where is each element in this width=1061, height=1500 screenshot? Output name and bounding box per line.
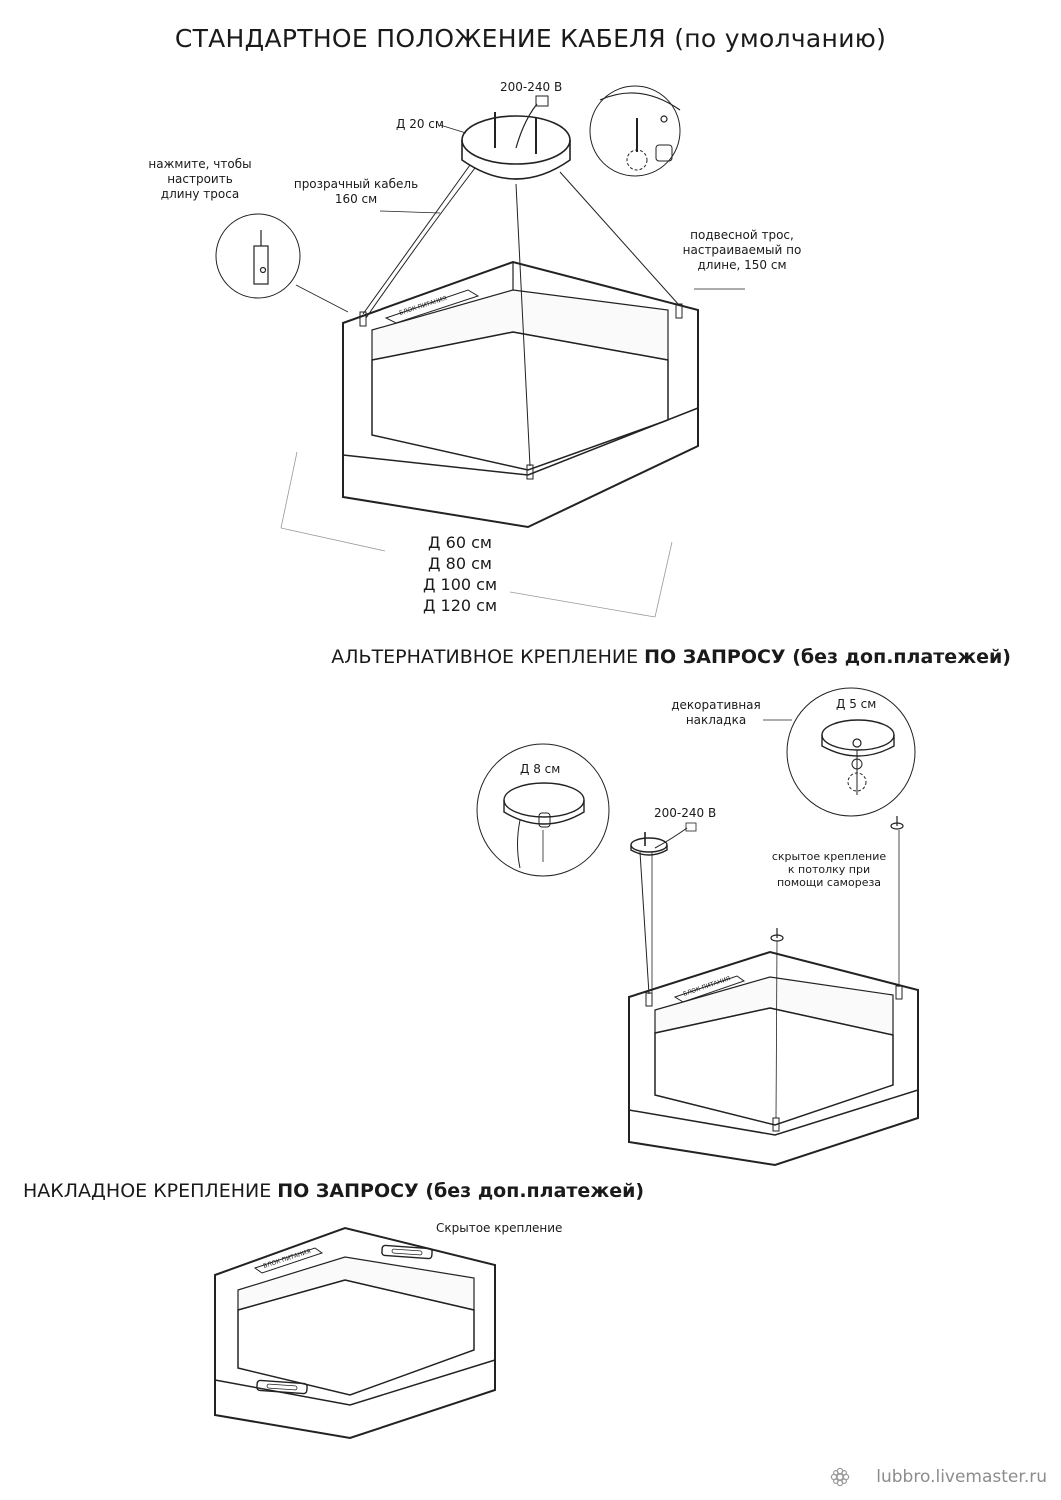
adjust-note-line: длину троса <box>160 187 240 201</box>
hidden-note-line: скрытое крепление <box>771 850 887 863</box>
size-item: Д 120 см <box>422 596 498 615</box>
small-canopy-diameter: Д 8 см <box>520 762 561 776</box>
rope-note-line: длине, 150 см <box>697 258 787 272</box>
power-unit-label-surface: БЛОК ПИТАНИЯ <box>262 1247 312 1270</box>
alternative-lamp-illustration <box>477 688 918 1165</box>
standard-canopy-diameter: Д 20 см <box>396 117 444 131</box>
adjust-note-line: настроить <box>167 172 233 186</box>
standard-voltage-label: 200-240 В <box>500 80 563 94</box>
hidden-note-line: к потолку при <box>787 863 871 876</box>
surface-lamp-illustration <box>215 1228 495 1438</box>
size-list <box>405 532 515 616</box>
cable-note <box>288 177 424 207</box>
size-item: Д 100 см <box>422 575 498 594</box>
alternative-voltage-label: 200-240 В <box>654 806 717 820</box>
cable-note-line: прозрачный кабель <box>293 177 419 191</box>
size-item: Д 80 см <box>428 554 492 573</box>
hidden-screw-note <box>768 850 890 889</box>
title-surface-bold: ПО ЗАПРОСУ (без доп.платежей) <box>277 1180 645 1202</box>
rope-note-line: настраиваемый по <box>682 243 802 257</box>
title-surface-prefix: НАКЛАДНОЕ КРЕПЛЕНИЕ <box>23 1180 278 1202</box>
title-alternative-bold: ПО ЗАПРОСУ (без доп.платежей) <box>644 646 1011 668</box>
title-standard-cable: СТАНДАРТНОЕ ПОЛОЖЕНИЕ КАБЕЛЯ (по умолчанию) <box>174 24 887 53</box>
hidden-note-line: помощи самореза <box>776 876 882 889</box>
watermark: lubbro.livemaster.ru <box>876 1467 1047 1487</box>
cable-note-line: 160 см <box>334 192 378 206</box>
power-unit-label-standard: БЛОК ПИТАНИЯ <box>398 294 448 317</box>
decor-note <box>666 698 766 728</box>
size-item: Д 60 см <box>428 533 492 552</box>
adjust-note-line: нажмите, чтобы <box>148 157 252 171</box>
hidden-mount-label: Скрытое крепление <box>436 1221 563 1235</box>
adjust-rope-note <box>138 157 262 202</box>
flower-icon <box>830 1467 850 1487</box>
rope-note <box>672 228 812 273</box>
title-alternative-prefix: АЛЬТЕРНАТИВНОЕ КРЕПЛЕНИЕ <box>331 646 645 668</box>
decor-note-line: накладка <box>685 713 747 727</box>
power-unit-label-alternative: БЛОК ПИТАНИЯ <box>682 975 732 998</box>
decor-note-line: декоративная <box>671 698 761 712</box>
decor-diameter: Д 5 см <box>836 697 877 711</box>
rope-note-line: подвесной трос, <box>690 228 794 242</box>
